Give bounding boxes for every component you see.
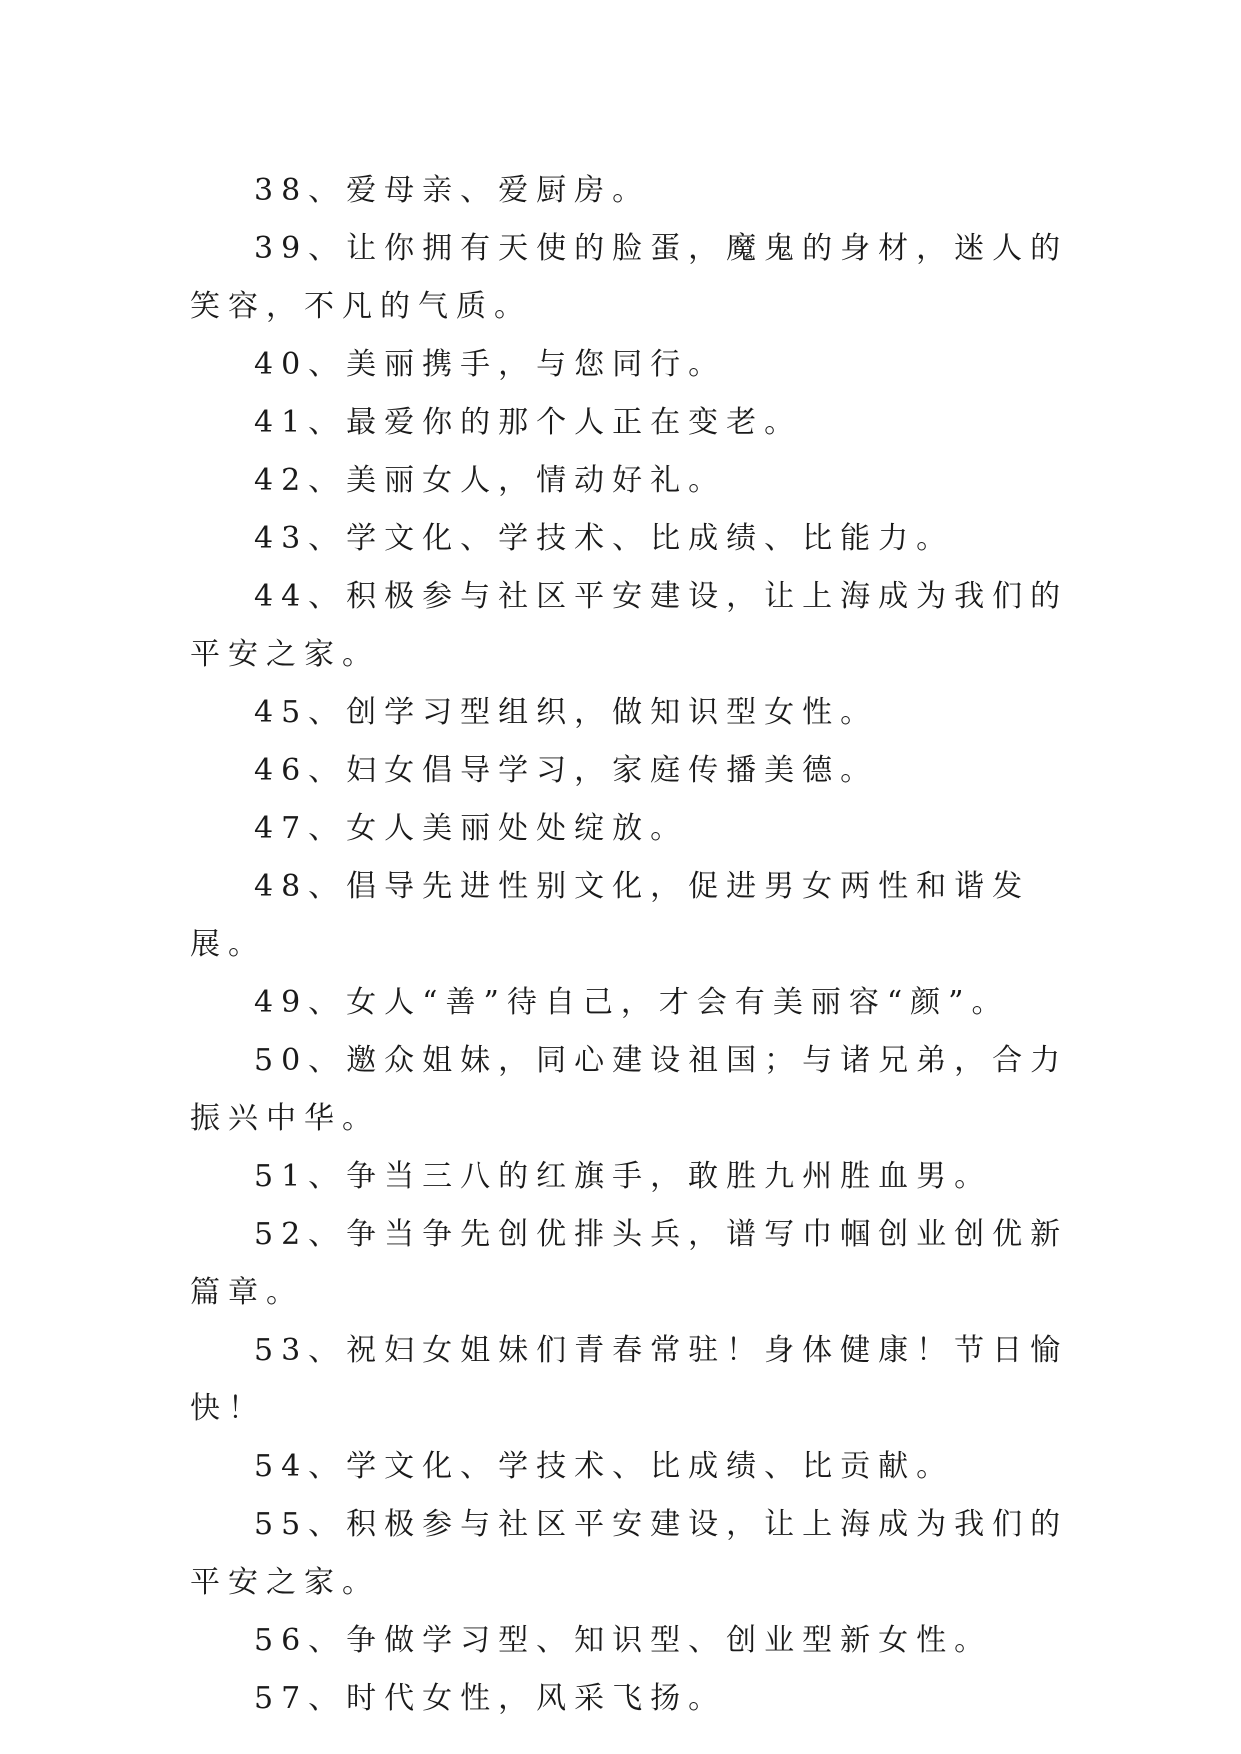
slogan-item: 51、争当三八的红旗手，敢胜九州胜血男。 bbox=[254, 1159, 993, 1194]
slogan-item: 38、爱母亲、爱厨房。 bbox=[254, 173, 651, 208]
slogan-list bbox=[190, 162, 1070, 1728]
slogan-item: 50、邀众姐妹，同心建设祖国；与诸兄弟，合力振兴中华。 bbox=[190, 1043, 1069, 1136]
slogan-item: 44、积极参与社区平安建设，让上海成为我们的平安之家。 bbox=[190, 579, 1069, 672]
slogan-item: 41、最爱你的那个人正在变老。 bbox=[254, 405, 803, 440]
slogan-item: 55、积极参与社区平安建设，让上海成为我们的平安之家。 bbox=[190, 1507, 1069, 1600]
slogan-item: 47、女人美丽处处绽放。 bbox=[254, 811, 689, 846]
slogan-item: 53、祝妇女姐妹们青春常驻！身体健康！节日愉快！ bbox=[190, 1333, 1069, 1426]
slogan-item: 52、争当争先创优排头兵，谱写巾帼创业创优新篇章。 bbox=[190, 1217, 1069, 1310]
slogan-item: 40、美丽携手，与您同行。 bbox=[254, 347, 727, 382]
slogan-item: 48、倡导先进性别文化，促进男女两性和谐发展。 bbox=[190, 869, 1031, 962]
slogan-item: 56、争做学习型、知识型、创业型新女性。 bbox=[254, 1623, 993, 1658]
slogan-item: 39、让你拥有天使的脸蛋，魔鬼的身材，迷人的笑容，不凡的气质。 bbox=[190, 231, 1069, 324]
slogan-item: 42、美丽女人，情动好礼。 bbox=[254, 463, 727, 498]
slogan-item: 46、妇女倡导学习，家庭传播美德。 bbox=[254, 753, 879, 788]
slogan-item: 57、时代女性，风采飞扬。 bbox=[254, 1681, 727, 1716]
slogan-item: 49、女人“善”待自己，才会有美丽容“颜”。 bbox=[254, 985, 1010, 1020]
slogan-item: 45、创学习型组织，做知识型女性。 bbox=[254, 695, 879, 730]
slogan-item: 54、学文化、学技术、比成绩、比贡献。 bbox=[254, 1449, 955, 1484]
slogan-item: 43、学文化、学技术、比成绩、比能力。 bbox=[254, 521, 955, 556]
